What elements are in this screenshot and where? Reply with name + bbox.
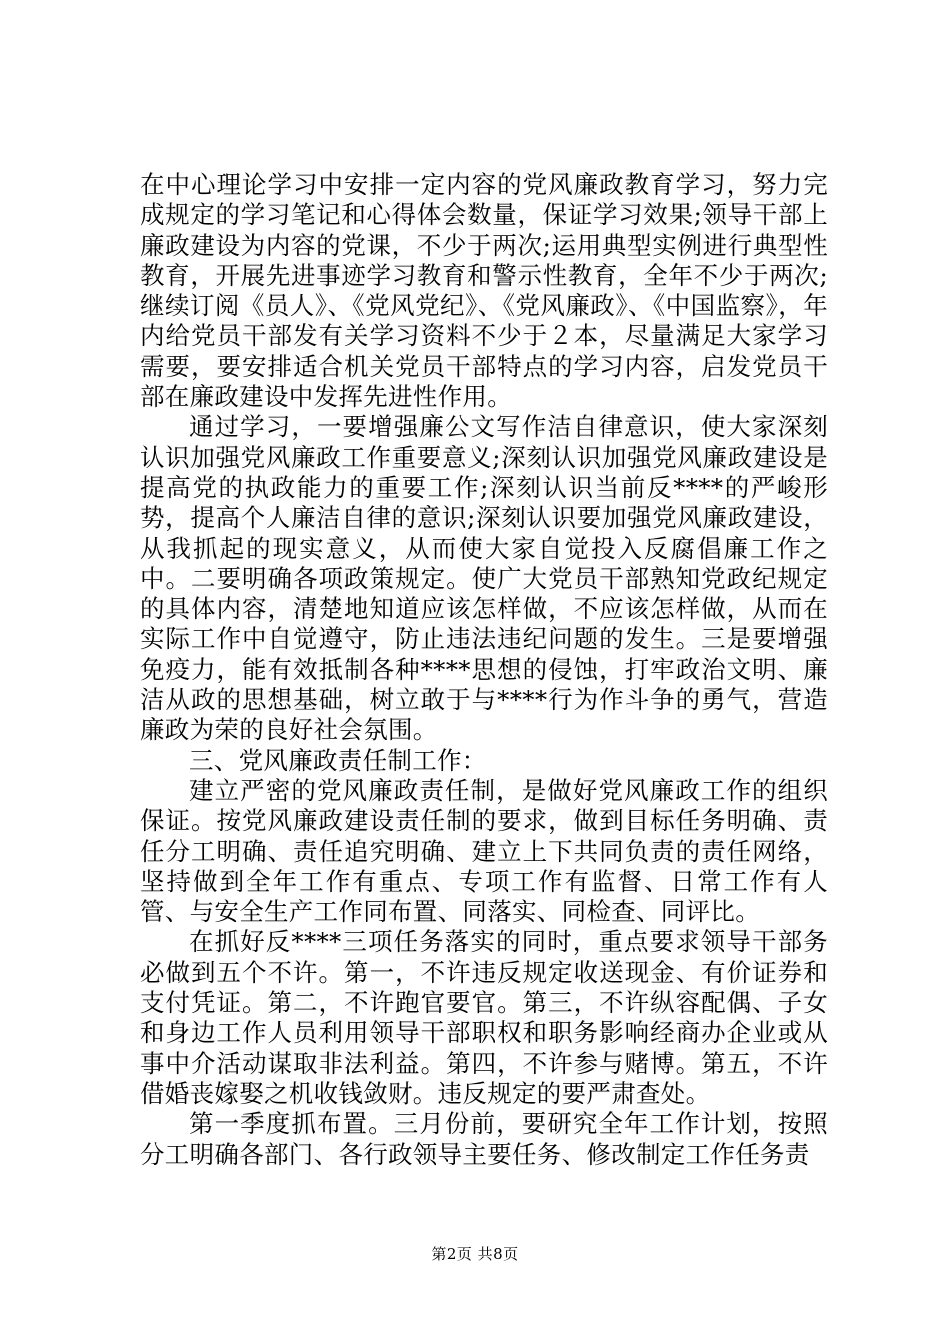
page-number-footer: 第2页 共8页 xyxy=(431,1245,519,1263)
document-body xyxy=(140,170,828,1170)
section-heading-responsibility: 三、党风廉政责任制工作： xyxy=(189,745,487,775)
paragraph-5: 第一季度抓布置。三月份前，要研究全年工作计划，按照分工明确各部门、各行政领导主要任务、修改制定工作任务责 xyxy=(140,1109,828,1169)
paragraph-1: 在中心理论学习中安排一定内容的党风廉政教育学习，努力完成规定的学习笔记和心得体会数量，保证学习效果;领导干部上廉政建设为内容的党课，不少于两次;运用典型实例进行典型性教育，开展先进事迹学习教育和警示性教育，全年不少于两次;继续订阅《员人》、《党风党纪》、《党风廉政》、《中国监察》，年内给党员干部发有关学习资料不少于２本，尽量满足大家学习需要，要安排适合机关党员干部特点的学习内容，启发党员干部在廉政建设中发挥先进性作用。 xyxy=(140,170,828,412)
paragraph-3: 建立严密的党风廉政责任制，是做好党风廉政工作的组织保证。按党风廉政建设责任制的要求，做到目标任务明确、责任分工明确、责任追究明确、建立上下共同负责的责任网络，坚持做到全年工作有重点、专项工作有监督、日常工作有人管、与安全生产工作同布置、同落实、同检查、同评比。 xyxy=(140,775,828,927)
paragraph-2: 通过学习，一要增强廉公文写作洁自律意识，使大家深刻认识加强党风廉政工作重要意义;深刻认识加强党风廉政建设是提高党的执政能力的重要工作;深刻认识当前反****的严峻形势，提高个人廉洁自律的意识;深刻认识要加强党风廉政建设，从我抓起的现实意义，从而使大家自觉投入反腐倡廉工作之中。二要明确各项政策规定。使广大党员干部熟知党政纪规定的具体内容，清楚地知道应该怎样做，不应该怎样做，从而在实际工作中自觉遵守，防止违法违纪问题的发生。三是要增强免疫力，能有效抵制各种****思想的侵蚀，打牢政治文明、廉洁从政的思想基础，树立敢于与****行为作斗争的勇气，营造廉政为荣的良好社会氛围。 xyxy=(140,412,828,745)
paragraph-4: 在抓好反****三项任务落实的同时，重点要求领导干部务必做到五个不许。第一，不许违反规定收送现金、有价证券和支付凭证。第二，不许跑官要官。第三，不许纵容配偶、子女和身边工作人员利用领导干部职权和职务影响经商办企业或从事中介活动谋取非法利益。第四，不许参与赌博。第五，不许借婚丧嫁娶之机收钱敛财。违反规定的要严肃查处。 xyxy=(140,927,828,1108)
